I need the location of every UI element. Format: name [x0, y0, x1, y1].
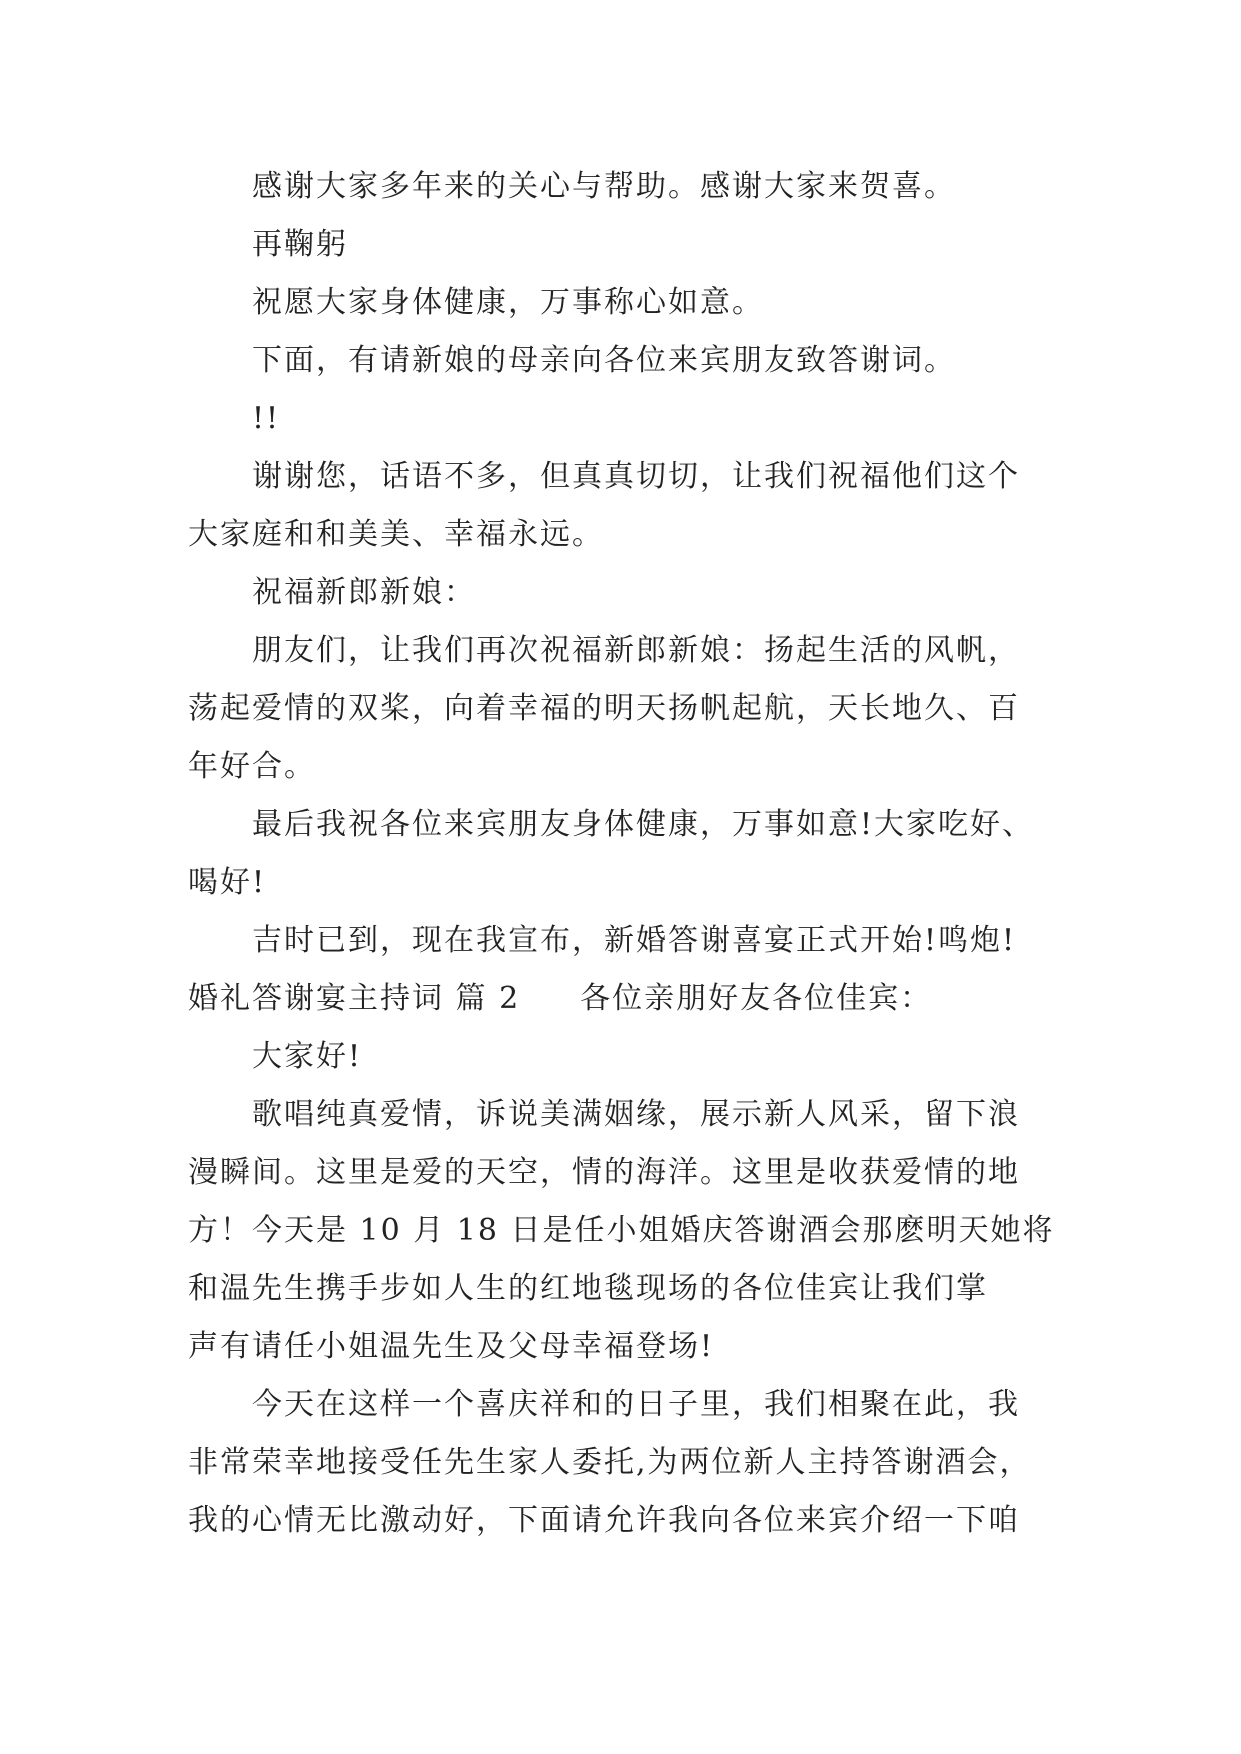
text-line: 非常荣幸地接受任先生家人委托,为两位新人主持答谢酒会，	[188, 1445, 1032, 1480]
text-line: 我的心情无比激动好，下面请允许我向各位来宾介绍一下咱	[188, 1503, 1020, 1538]
text-line: 下面，有请新娘的母亲向各位来宾朋友致答谢词。	[252, 343, 956, 378]
text-line: 声有请任小姐温先生及父母幸福登场!	[188, 1329, 715, 1364]
text-line: 年好合。	[188, 749, 316, 784]
text-line: 大家好!	[252, 1039, 363, 1074]
section-heading-line	[188, 970, 1058, 1028]
document-page	[188, 158, 1058, 1550]
text-line: 再鞠躬	[252, 227, 348, 262]
text-line: 大家庭和和美美、幸福永远。	[188, 517, 604, 552]
text-line: 荡起爱情的双桨，向着幸福的明天扬帆起航，天长地久、百	[188, 691, 1020, 726]
text-line: 和温先生携手步如人生的红地毯现场的各位佳宾让我们掌	[188, 1271, 988, 1306]
text-line: 今天在这样一个喜庆祥和的日子里，我们相聚在此，我	[252, 1387, 1020, 1422]
text-line: 祝福新郎新娘：	[252, 575, 476, 610]
text-line: 感谢大家多年来的关心与帮助。感谢大家来贺喜。	[252, 169, 956, 204]
text-line: 吉时已到，现在我宣布，新婚答谢喜宴正式开始!鸣炮!	[252, 923, 1017, 958]
text-line: 谢谢您，话语不多，但真真切切，让我们祝福他们这个	[252, 459, 1020, 494]
text-line: 漫瞬间。这里是爱的天空，情的海洋。这里是收获爱情的地	[188, 1155, 1020, 1190]
text-line: 最后我祝各位来宾朋友身体健康，万事如意!大家吃好、	[252, 807, 1035, 842]
salutation: 各位亲朋好友各位佳宾：	[580, 981, 933, 1016]
text-line: 喝好!	[188, 865, 267, 900]
text-line: 朋友们，让我们再次祝福新郎新娘：扬起生活的风帆，	[252, 633, 1020, 668]
text-line: 方！今天是 10 月 18 日是任小姐婚庆答谢酒会那麽明天她将	[188, 1213, 1055, 1248]
section-heading: 婚礼答谢宴主持词 篇 2	[188, 981, 521, 1016]
text-line: !!	[252, 401, 281, 436]
text-line: 祝愿大家身体健康，万事称心如意。	[252, 285, 764, 320]
text-line: 歌唱纯真爱情，诉说美满姻缘，展示新人风采，留下浪	[252, 1097, 1020, 1132]
